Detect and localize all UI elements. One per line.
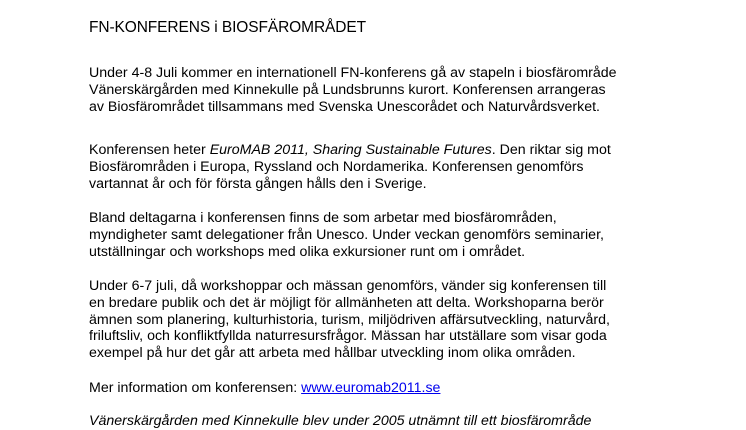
text-line: Under 6-7 juli, då workshoppar och mässan genomförs, vänder sig konferensen till	[89, 278, 607, 294]
text-line: ämnen som planering, kulturhistoria, turism, miljödriven affärsutveckling, naturvård,	[89, 311, 610, 328]
paragraph-participants	[89, 210, 729, 260]
text-line: vartannat år och för första gången hålls den i Sverige.	[89, 175, 427, 192]
text-line: friluftsliv, och konfliktfyllda naturresursfrågor. Mässan har utställare som visar goda	[89, 328, 607, 345]
more-info-label: Mer information om konferensen:	[89, 380, 302, 396]
text-line: Vänerskärgården med Kinnekulle blev under 2005 utnämnt till ett biosfärområde	[89, 413, 592, 429]
text-line: utställningar och workshops med olika exkursioner runt om i området.	[89, 243, 526, 260]
text-line	[89, 142, 729, 159]
text-line: Vänerskärgården med Kinnekulle på Lundsbrunns kurort. Konferensen arrangeras	[89, 81, 606, 98]
conference-name-italic: EuroMAB 2011, Sharing Sustainable Futures	[209, 142, 492, 158]
document-title: FN-KONFERENS i BIOSFÄROMRÅDET	[89, 19, 366, 36]
text-line	[89, 380, 729, 397]
paragraph-cutoff	[89, 413, 729, 430]
text-segment: Konferensen heter	[89, 142, 210, 158]
text-line: myndigheter samt delegationer från Unesco. Under veckan genomförs seminarier,	[89, 226, 604, 243]
text-line: Bland deltagarna i konferensen finns de som arbetar med biosfärområden,	[89, 210, 557, 226]
paragraph-more-info	[89, 380, 729, 397]
text-line: av Biosfärområdet tillsammans med Svenska Unescorådet och Naturvårdsverket.	[89, 98, 600, 115]
text-segment: . Den riktar sig mot	[491, 142, 611, 158]
text-line: exempel på hur det går att arbeta med hållbar utveckling inom olika områden.	[89, 345, 576, 362]
text-line: en bredare publik och det är möjligt för allmänheten att delta. Workshoparna berör	[89, 294, 604, 311]
paragraph-conference-name	[89, 142, 729, 192]
paragraph-intro	[89, 65, 729, 115]
euromab-website-link[interactable]: www.euromab2011.se	[301, 380, 441, 396]
text-line: Biosfärområden i Europa, Ryssland och Nordamerika. Konferensen genomförs	[89, 158, 584, 175]
text-line: Under 4-8 Juli kommer en internationell FN-konferens gå av stapeln i biosfärområde	[89, 65, 617, 81]
paragraph-public-days	[89, 278, 729, 362]
